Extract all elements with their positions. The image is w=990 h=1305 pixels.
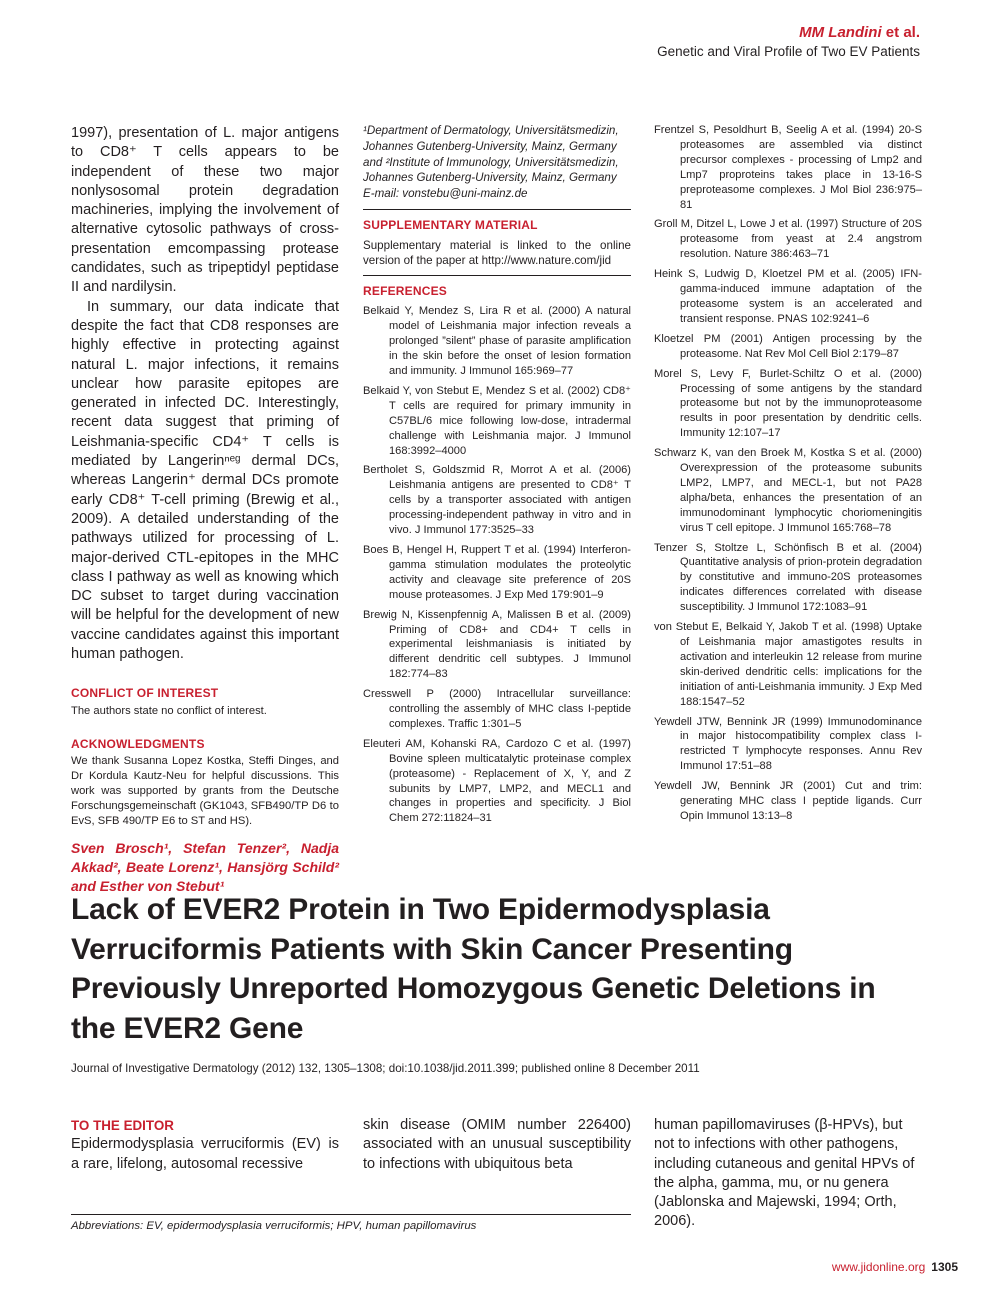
abbreviations-footnote: Abbreviations: EV, epidermodysplasia verruciformis; HPV, human papillomavirus — [71, 1214, 631, 1232]
conflict-text: The authors state no conflict of interest. — [71, 704, 267, 717]
reference-list — [363, 304, 631, 826]
reference-item: Eleuteri AM, Kohanski RA, Cardozo C et al. (1997) Bovine spleen multicatalytic proteinase complex (proteasome) - Replacement of X, Y, and Z subunits by LMP7, LMP2, and MECL1 and changes in properties and specificity. J Biol Chem 272:11824–31 — [363, 737, 631, 825]
article-citation: Journal of Investigative Dermatology (2012) 132, 1305–1308; doi:10.1038/jid.2011.399; published online 8 December 2011 — [71, 1062, 700, 1075]
middle-column — [363, 123, 631, 831]
to-the-editor-heading: TO THE EDITOR — [71, 1118, 174, 1133]
affiliation-text: ¹Department of Dermatology, Universitätsmedizin, Johannes Gutenberg-University, Mainz, Germany and ²Institute of Immunology, Universitätsmedizin, Johannes Gutenberg-University, Mainz, Germany — [363, 124, 619, 185]
paragraph: Epidermodysplasia verruciformis (EV) is a rare, lifelong, autosomal recessive — [71, 1136, 339, 1172]
paragraph: skin disease (OMIM number 226400) associated with an unusual susceptibility to infections with ubiquitous beta — [363, 1117, 631, 1172]
reference-item: Morel S, Levy F, Burlet-Schiltz O et al. (2000) Processing of some antigens by the standard proteasome but not by the immunoproteasome results in poor presentation by dendritic cells. Immunity 12:107–17 — [654, 367, 922, 440]
divider — [363, 275, 631, 276]
article-column-2 — [363, 1116, 631, 1174]
conflict-heading: CONFLICT OF INTEREST — [71, 686, 219, 701]
journal-url-link[interactable]: www.jidonline.org — [831, 1260, 926, 1274]
acknowledgments-text: We thank Susanna Lopez Kostka, Steffi Dinges, and Dr Kordula Kautz-Neu for helpful discussions. This work was supported by grants from the Deutsche Forschungsgemeinschaft (GK1043, SFB490/TP D6 to EvS, SFB 490/TP E6 to ST and HS). — [71, 754, 339, 827]
reference-item: Kloetzel PM (2001) Antigen processing by the proteasome. Nat Rev Mol Cell Biol 2:179–87 — [654, 332, 922, 360]
author-byline: Sven Brosch¹, Stefan Tenzer², Nadja Akkad², Beate Lorenz¹, Hansjörg Schild² and Esther von Stebut¹ — [71, 839, 339, 894]
reference-item: Belkaid Y, Mendez S, Lira R et al. (2000) A natural model of Leishmania major infection reveals a prolonged ”silent” phase of parasite amplification in the skin before the onset of lesion formation and immunity. J Immunol 165:969–77 — [363, 305, 631, 378]
supplementary-heading: SUPPLEMENTARY MATERIAL — [363, 217, 538, 232]
page-number: 1305 — [931, 1260, 958, 1274]
references-heading: REFERENCES — [363, 284, 448, 299]
page-footer — [832, 1260, 958, 1274]
article-column-3 — [654, 1116, 922, 1232]
article-column-1 — [71, 1116, 339, 1174]
left-column — [71, 124, 339, 896]
reference-item: Yewdell JW, Bennink JR (2001) Cut and trim: generating MHC class I peptide ligands. Curr Opin Immunol 13:13–8 — [654, 780, 922, 822]
paragraph: In summary, our data indicate that despite the fact that CD8 responses are highly effective in protecting against natural L. major infections, it remains unclear how parasite epitopes are generated in infected DC. Interestingly, recent data suggest that priming of Leishmania-specific CD4⁺ T cells is mediated by Langerinⁿᵉᵍ dermal DCs, whereas Langerin⁺ dermal DCs promote early CD8⁺ T-cell priming (Brewig et al., 2009). A detailed understanding of the pathways utilized for processing of L. major-derived CTL-epitopes in the MHC class I pathway as well as knowing which DC subset to target during vaccination will be helpful for the development of new vaccine candidates against this important human pathogen. — [71, 298, 339, 663]
reference-item: Frentzel S, Pesoldhurt B, Seelig A et al. (1994) 20-S proteasomes are assembled via distinct precursor complexes - processing of Lmp2 and Lmp7 proproteins takes place in 13-16-S preproteasome complexes. J Mol Biol 236:975–81 — [654, 124, 922, 211]
reference-item: Boes B, Hengel H, Ruppert T et al. (1994) Interferon-gamma stimulation modulates the proteolytic activity and cleavage site preference of 20S mouse proteasomes. J Exp Med 179:901–9 — [363, 543, 631, 601]
reference-item: Bertholet S, Goldszmid R, Morrot A et al. (2006) Leishmania antigens are presented to CD8⁺ T cells by a transporter associated with antigen processing-independent pathway in vitro and in vivo. J Immunol 177:3525–33 — [363, 464, 631, 537]
running-header-title: Genetic and Viral Profile of Two EV Patients — [657, 44, 920, 59]
reference-item: Belkaid Y, von Stebut E, Mendez S et al. (2002) CD8⁺ T cells are required for primary immunity in C57BL/6 mice following low-dose, intradermal challenge with Leishmania major. J Immunol 168:3992–4000 — [363, 384, 631, 457]
reference-item: Heink S, Ludwig D, Kloetzel PM et al. (2005) IFN-gamma-induced immune adaptation of the proteasome system is an accelerated and transient response. PNAS 102:9241–6 — [654, 268, 922, 325]
acknowledgments-heading: ACKNOWLEDGMENTS — [71, 736, 205, 751]
reference-item: Brewig N, Kissenpfennig A, Malissen B et al. (2009) Priming of CD8+ and CD4+ T cells in experimental leishmaniasis is initiated by different dendritic cell subtypes. J Immunol 182:774–83 — [363, 608, 631, 681]
article-title: Lack of EVER2 Protein in Two Epidermodysplasia Verruciformis Patients with Skin Cancer Presenting Previously Unreported Homozygous Genetic Deletions in the EVER2 Gene — [71, 893, 876, 1045]
right-column-references — [654, 123, 922, 829]
supplementary-text[interactable]: Supplementary material is linked to the online version of the paper at http://www.nature.com/jid — [363, 238, 631, 268]
reference-item: Groll M, Ditzel L, Lowe J et al. (1997) Structure of 20S proteasome from yeast at 2.4 angstrom resolution. Nature 386:463–71 — [654, 218, 922, 261]
reference-item: Schwarz K, van den Broek M, Kostka S et al. (2000) Overexpression of the proteasome subunits LMP2, LMP7, and MECL-1, but not PA28 alpha/beta, enhances the presentation of an immunodominant lymphocytic choriomeningitis virus T cell epitope. J Immunol 165:768–78 — [654, 447, 922, 534]
email[interactable]: E-mail: vonstebu@uni-mainz.de — [363, 187, 528, 201]
reference-item: von Stebut E, Belkaid Y, Jakob T et al. (1998) Uptake of Leishmania major amastigotes results in activation and interleukin 12 release from murine skin-derived dendritic cells: implications for the initiation of anti-Leishmania immunity. J Exp Med 188:1547–52 — [654, 621, 922, 708]
reference-item: Tenzer S, Stoltze L, Schönfisch B et al. (2004) Quantitative analysis of prion-protein degradation by constitutive and immuno-20S proteasomes indicates differences correlated with disease susceptibility. J Immunol 172:1083–91 — [654, 541, 922, 614]
affiliations — [363, 123, 631, 202]
running-header-authors: MM Landini et al. — [799, 24, 920, 41]
paragraph: human papillomaviruses (β-HPVs), but not to infections with other pathogens, including cutaneous and genital HPVs of the alpha, gamma, mu, or nu genera (Jablonska and Majewski, 1994; Orth, 2006). — [654, 1117, 915, 1230]
reference-item: Cresswell P (2000) Intracellular surveillance: controlling the assembly of MHC class I-peptide complexes. Traffic 1:301–5 — [363, 688, 631, 730]
paragraph: 1997), presentation of L. major antigens to CD8⁺ T cells appears to be independent of these two major nonlysosomal protein degradation machineries, implying the involvement of alternative cytosolic pathways of cross-presentation emcompassing protease candidates, such as tripeptidyl peptidase II and nardilysin. — [71, 125, 339, 296]
divider — [363, 209, 631, 210]
reference-item: Yewdell JTW, Bennink JR (1999) Immunodominance in major histocompatibility complex class I-restricted T lymphocyte responses. Annu Rev Immunol 17:51–88 — [654, 715, 922, 773]
